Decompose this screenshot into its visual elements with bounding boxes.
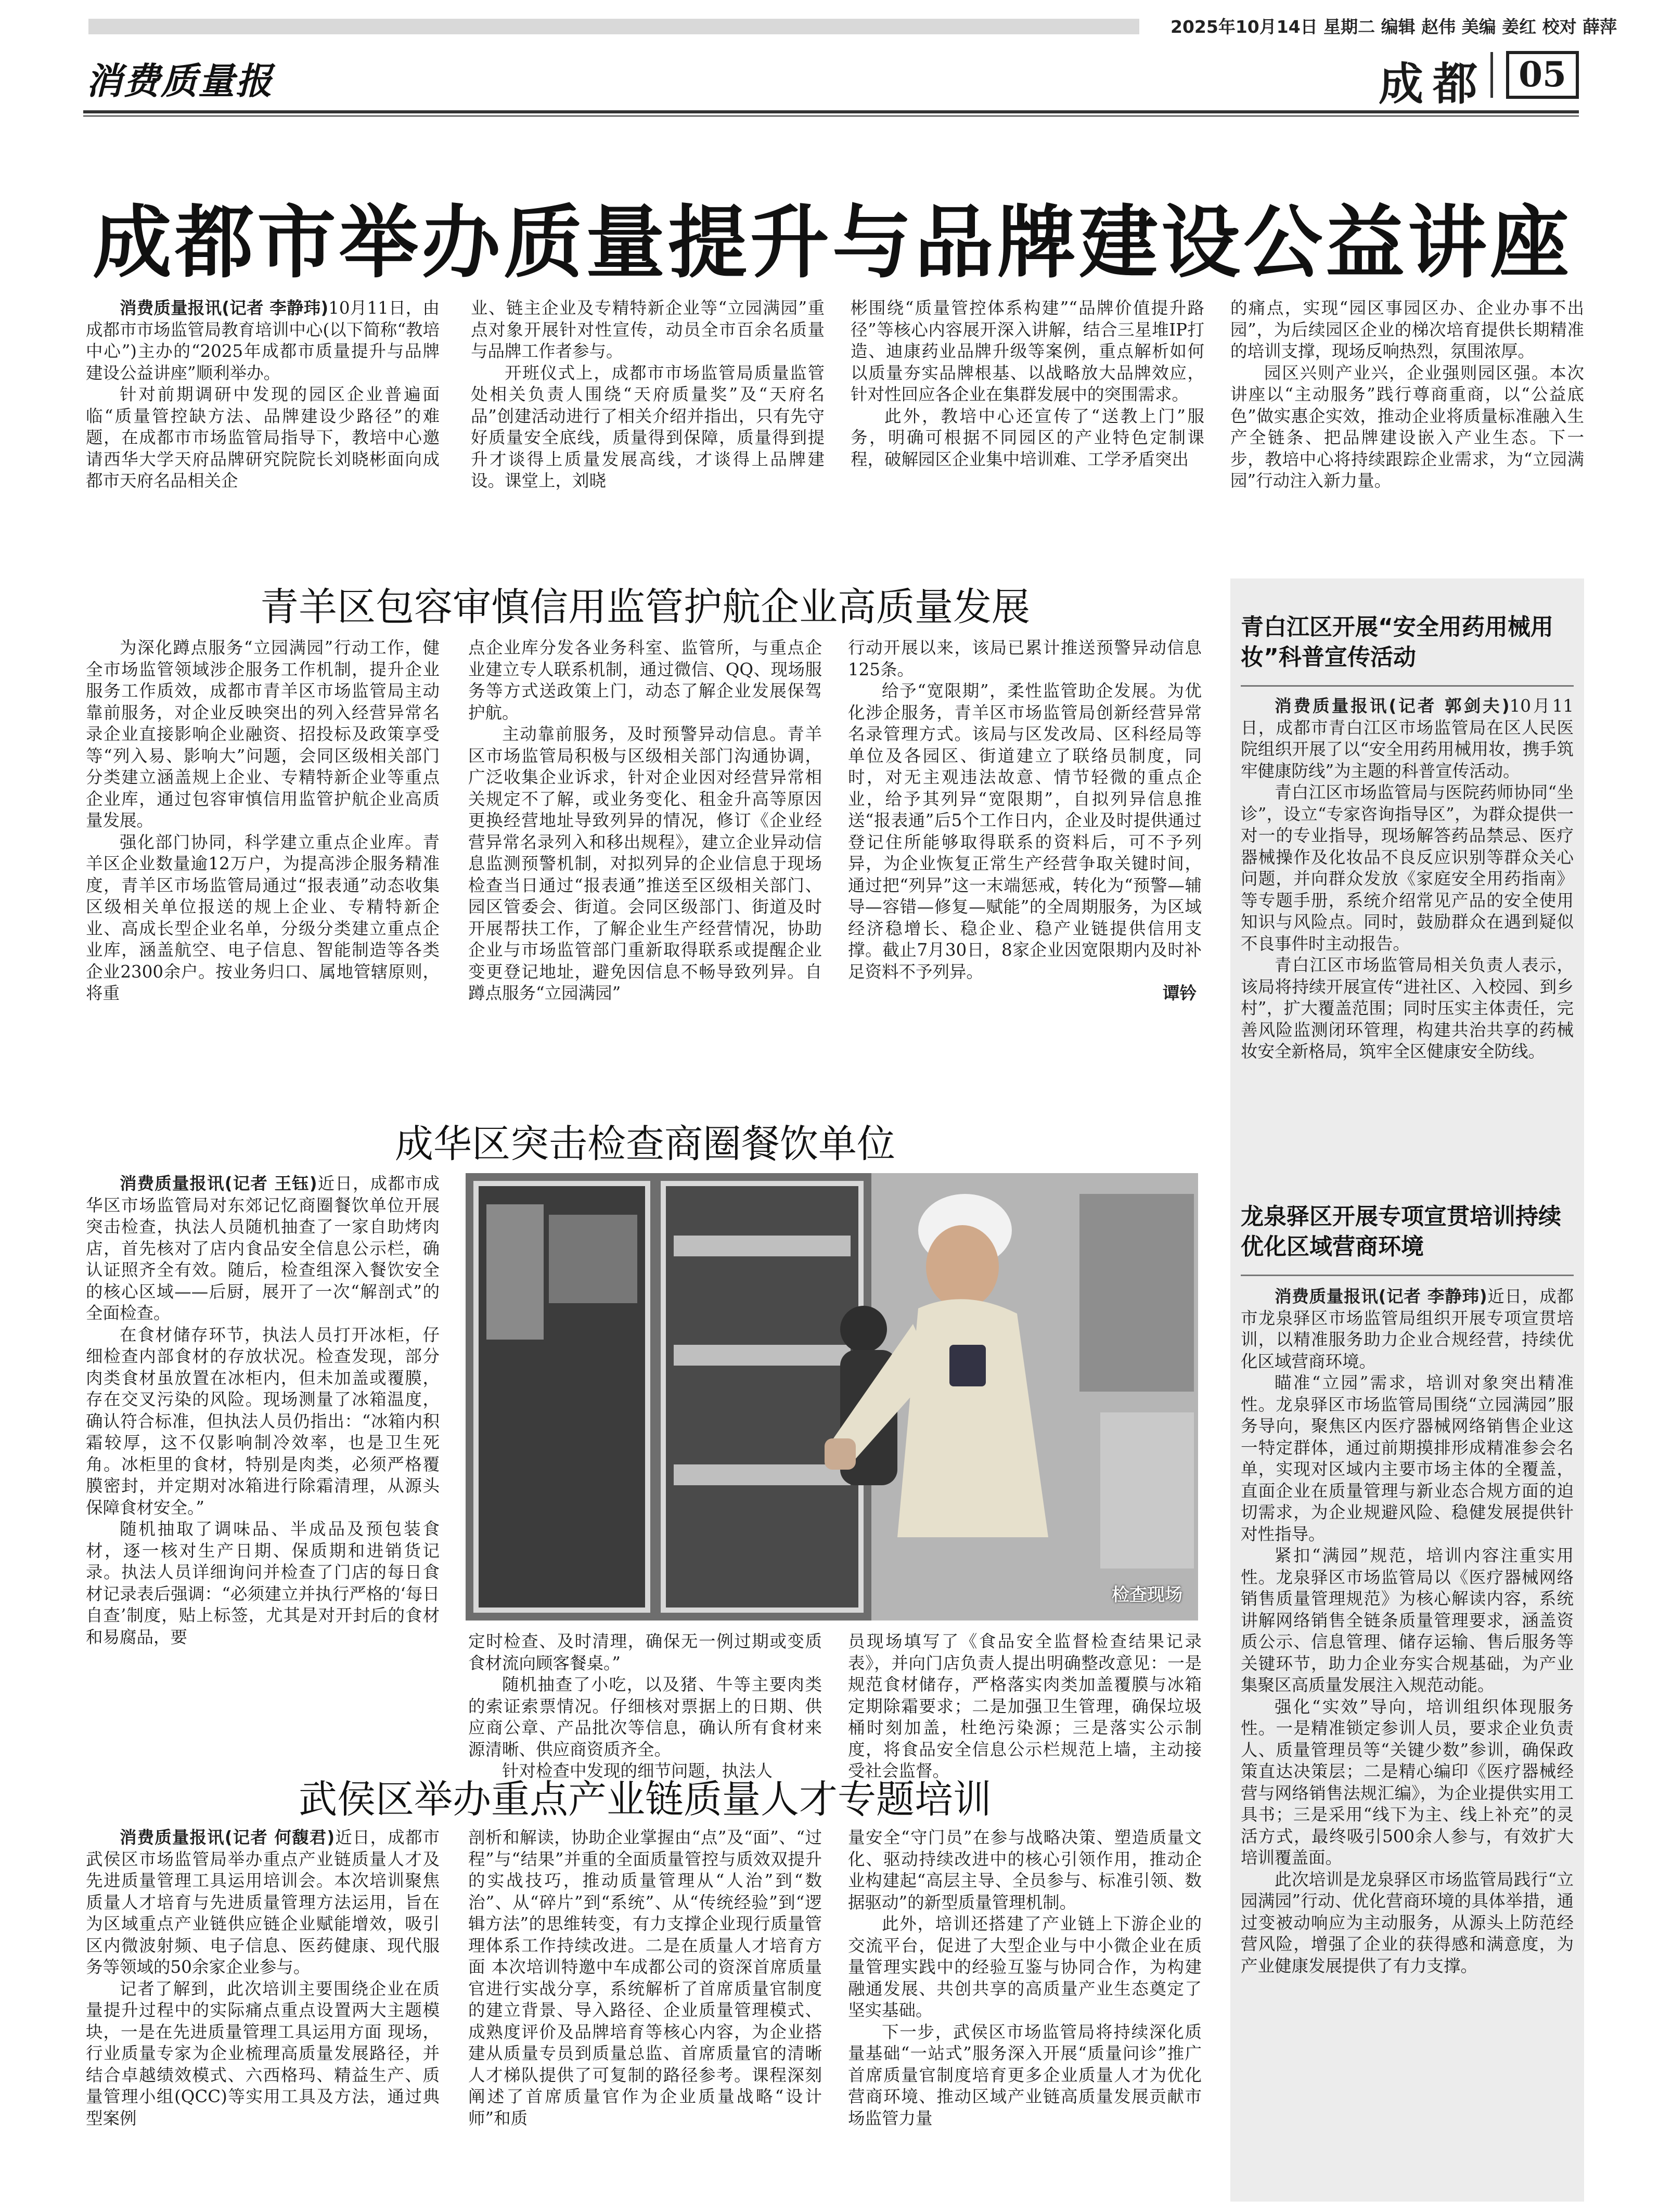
photo-caption: 检查现场	[1112, 1585, 1182, 1605]
masthead: 消费质量报	[86, 60, 273, 102]
paragraph: 业、链主企业及专精特新企业等“立园满园”重点对象开展针对性宣传，动员全市百余名质量与品牌工作者参与。	[471, 298, 825, 361]
sidebar-article1-lead: 消费质量报讯(记者 郭剑夫)	[1275, 696, 1510, 716]
article4-col1	[86, 1827, 440, 2129]
paragraph: 强化“实效”导向，培训组织体现服务性。一是精准锁定参训人员，要求企业负责人、质量管理员等“关键少数”参训，确保政策直达决策层；二是精心编印《医疗器械经营与网络销售法规汇编》，为企业提供实用工具书；三是采用“线下为主、线上补充”的灵活方式，最终吸引500余人参与，有效扩大培训覆盖面。	[1241, 1696, 1574, 1868]
paragraph: 量安全“守门员”在参与战略决策、塑造质量文化、驱动持续改进中的核心引领作用，推动企业构建起“高层主导、全员参与、标准引领、数据驱动”的新型质量管理机制。	[848, 1828, 1202, 1912]
inspection-photo	[466, 1173, 1198, 1621]
article1-col3	[851, 298, 1204, 470]
paragraph: 行动开展以来，该局已累计推送预警异动信息125条。	[848, 638, 1202, 679]
paragraph: 随机抽查了小吃，以及猪、牛等主要肉类的索证索票情况。仔细核对票据上的日期、供应商公章、产品批次等信息，确认所有食材来源清晰、供应商资质齐全。	[468, 1675, 822, 1759]
article1-col2	[471, 298, 825, 492]
article1-col4	[1230, 298, 1584, 492]
sidebar-article2-title: 龙泉驿区开展专项宣贯培训持续优化区域营商环境	[1241, 1203, 1561, 1260]
paragraph: 给予“宽限期”，柔性监管助企发展。为优化涉企服务，青羊区市场监管局创新经营异常名录管理方式。该局与区发改局、区科经局等单位及各园区、街道建立了联络员制度，同时，对无主观违法故意、情节轻微的重点企业，给予其列异“宽限期”，自拟列异信息推送“报表通”后5个工作日内，企业及时提供通过登记住所能够取得联系的资料后，可不予列异，为企业恢复正常生产经营争取关键时间，通过把“列异”这一末端惩戒，转化为“预警—辅导—容错—修复—赋能”的全周期服务，为区域经济稳增长、稳企业、稳产业链提供信用支撑。截止7月30日，8家企业因宽限期内及时补足资料不予列异。	[848, 681, 1202, 982]
paragraph: 近日，成都市武侯区市场监管局举办重点产业链质量人才及先进质量管理工具运用培训会。本次培训聚焦质量人才培育与先进质量管理方法运用，旨在为区域重点产业链供应链企业赋能增效，吸引区内微波射频、电子信息、医药健康、现代服务等领域的50余家企业参与。	[86, 1828, 440, 1977]
article3-lead: 消费质量报讯(记者 王钰)	[120, 1174, 317, 1193]
article4-lead: 消费质量报讯(记者 何馥君)	[120, 1828, 335, 1847]
article3-title: 成华区突击检查商圈餐饮单位	[395, 1122, 895, 1166]
paragraph: 主动靠前服务，及时预警异动信息。青羊区市场监管局积极与区级相关部门沟通协调，广泛收集企业诉求，针对企业因对经营异常相关规定不了解，或业务变化、租金升高等原因更换经营地址导致列异的情况，修订《企业经营异常名录列入和移出规程》，建立企业异动信息监测预警机制，对拟列异的企业信息于现场检查当日通过“报表通”推送至区级相关部门、园区管委会、街道。会同区级部门、街道及时开展帮扶工作，了解企业生产经营情况，协助企业与市场监管部门重新取得联系或提醒企业变更登记地址，避免因信息不畅导致列异。自蹲点服务“立园满园”	[468, 724, 822, 1003]
article3-col1	[86, 1173, 440, 1648]
article2-col3	[848, 637, 1202, 1005]
sidebar-article1-title: 青白江区开展“安全用药用械用妆”科普宣传活动	[1241, 614, 1553, 671]
article1-col1	[86, 298, 440, 492]
article2-title: 青羊区包容审慎信用监管护航企业高质量发展	[260, 585, 1030, 629]
paragraph: 紧扣“满园”规范，培训内容注重实用性。龙泉驿区市场监管局以《医疗器械网络销售质量管理规范》为核心解读内容，系统讲解网络销售全链条质量管理要求，涵盖资质公示、信息管理、储存运输、售后服务等关键环节，助力企业夯实合规基础，为产业集聚区高质量发展注入规范动能。	[1241, 1546, 1574, 1695]
paragraph: 强化部门协同，科学建立重点企业库。青羊区企业数量逾12万户，为提高涉企服务精准度，青羊区市场监管局通过“报表通”动态收集区级相关单位报送的规上企业、专精特新企业、高成长型企业名单，分级分类建立重点企业库，涵盖航空、电子信息、智能制造等各类企业2300余户。按业务归口、属地管辖原则，将重	[86, 832, 440, 1003]
sidebar-panel	[1230, 578, 1584, 2202]
article2-col1	[86, 637, 440, 1005]
header-rule-thin	[83, 115, 1579, 117]
page-number: 05	[1506, 51, 1579, 99]
paragraph: 10月11日，成都市青白江区市场监管局在区人民医院组织开展了以“安全用药用械用妆，携手筑牢健康防线”为主题的科普宣传活动。	[1241, 696, 1574, 781]
dateline: 2025年10月14日 星期二 编辑 赵伟 美编 姜红 校对 薛萍	[1171, 17, 1617, 37]
paragraph: 近日，成都市成华区市场监管局对东郊记忆商圈餐饮单位开展突击检查，执法人员随机抽查了一家自助烤肉店，首先核对了店内食品安全信息公示栏，确认证照齐全有效。随后，检查组深入餐饮安全的核心区域——后厨，展开了一次“解剖式”的全面检查。	[86, 1174, 440, 1323]
paragraph: 定时检查、及时清理，确保无一例过期或变质食材流向顾客餐桌。”	[468, 1631, 822, 1673]
paragraph: 青白江区市场监管局相关负责人表示，该局将持续开展宣传“进社区、入校园、到乡村”，扩大覆盖范围；同时压实主体责任，完善风险监测闭环管理，构建共治共享的药械妆安全新格局，筑牢全区健康安全防线。	[1241, 955, 1574, 1061]
article3-col3	[848, 1631, 1202, 1782]
sidebar-divider	[1241, 685, 1574, 687]
sidebar-divider	[1241, 1275, 1574, 1276]
paragraph: 10月11日，由成都市市场监管局教育培训中心(以下简称“教培中心”)主办的“2025年成都市质量提升与品牌建设公益讲座”顺利举办。	[86, 298, 440, 383]
paragraph: 下一步，武侯区市场监管局将持续深化质量基础“一站式”服务深入开展“质量问诊”推广首席质量官制度培育更多企业质量人才为优化营商环境、推动区域产业链高质量发展贡献市场监管力量	[848, 2022, 1202, 2128]
header-gray-bar	[88, 19, 1139, 34]
header-rule	[83, 110, 1579, 113]
paragraph: 针对前期调研中发现的园区企业普遍面临“质量管控缺方法、品牌建设少路径”的难题，在成都市市场监管局指导下，教培中心邀请西华大学天府品牌研究院院长刘晓彬面向成都市天府名品相关企	[86, 384, 440, 491]
paragraph: 此次培训是龙泉驿区市场监管局践行“立园满园”行动、优化营商环境的具体举措，通过变被动响应为主动服务，从源头上防范经营风险，增强了企业的获得感和满意度，为产业健康发展提供了有力支撑。	[1241, 1869, 1574, 1976]
paragraph: 瞄准“立园”需求，培训对象突出精准性。龙泉驿区市场监管局围绕“立园满园”服务导向，聚焦区内医疗器械网络销售企业这一特定群体，通过前期摸排形成精准参会名单，实现对区域内主要市场主体的全覆盖，直面企业在质量管理与新业态合规方面的迫切需求，为企业规避风险、稳健发展提供针对性指导。	[1241, 1373, 1574, 1544]
article4-col2	[468, 1827, 822, 2129]
paragraph: 剖析和解读，协助企业掌握由“点”及“面”、“过程”与“结果”并重的全面质量管控与质效双提升的实战技巧，推动质量管理从“人治”到“数治”、从“碎片”到“系统”、从“传统经验”到“逻辑方法”的思维转变，有力支撑企业现行质量管理体系工作持续改进。二是在质量人才培育方面 本次培训特邀中车成都公司的资深首席质量官进行实战分享，系统解析了首席质量官制度的建立背景、导入路径、企业质量管理模式、成熟度评价及品牌培育等核心内容，为企业搭建从质量专员到质量总监、首席质量官的清晰人才梯队提供了可复制的路径参考。课程深刻阐述了首席质量官作为企业质量战略“设计师”和质	[468, 1828, 822, 2128]
article2-col2	[468, 637, 822, 1005]
section-city: 成都	[1379, 58, 1487, 110]
paragraph: 为深化蹲点服务“立园满园”行动工作，健全市场监管领域涉企服务工作机制，提升企业服务工作质效，成都市青羊区市场监管局主动靠前服务，对企业反映突出的列入经营异常名录企业直接影响企业融资、招投标及政策享受等“列入易、影响大”问题，会同区级相关部门分类建立涵盖规上企业、专精特新企业等重点企业库，通过包容审慎信用监管护航企业高质量发展。	[86, 638, 440, 830]
paragraph: 的痛点，实现“园区事园区办、企业办事不出园”，为后续园区企业的梯次培育提供长期精准的培训支撑，现场反响热烈，氛围浓厚。	[1230, 298, 1584, 361]
paragraph: 针对检查中发现的细节问题，执法人	[502, 1761, 773, 1781]
article1-lead: 消费质量报讯(记者 李静玮)	[120, 298, 329, 318]
article3-col2	[468, 1631, 822, 1782]
sidebar-article1-body	[1241, 696, 1574, 1063]
article1-title: 成都市举办质量提升与品牌建设公益讲座	[93, 197, 1572, 289]
paragraph: 点企业库分发各业务科室、监管所，与重点企业建立专人联系机制，通过微信、QQ、现场服务等方式送政策上门，动态了解企业发展保驾护航。	[468, 638, 822, 723]
paragraph: 在食材储存环节，执法人员打开冰柜，仔细检查内部食材的存放状况。检查发现，部分肉类食材虽放置在冰柜内，但未加盖或覆膜，存在交叉污染的风险。现场测量了冰箱温度，确认符合标准，但执法人员仍指出：“冰箱内积霜较厚，这不仅影响制冷效率，也是卫生死角。冰柜里的食材，特别是肉类，必须严格覆膜密封，并定期对冰箱进行除霜清理，从源头保障食材安全。”	[86, 1324, 440, 1517]
header-divider	[1490, 52, 1493, 98]
paragraph: 近日，成都市龙泉驿区市场监管局组织开展专项宣贯培训，以精准服务助力企业合规经营，持续优化区域营商环境。	[1241, 1287, 1574, 1371]
paragraph: 员现场填写了《食品安全监督检查结果记录表》，并向门店负责人提出明确整改意见：一是规范食材储存，严格落实肉类加盖覆膜与冰箱定期除霜要求；二是加强卫生管理，确保垃圾桶时刻加盖，杜绝污染源；三是落实公示制度，将食品安全信息公示栏规范上墙，主动接受社会监督。	[848, 1631, 1202, 1781]
article2-signature: 谭钤	[1162, 983, 1197, 1003]
paragraph: 此外，教培中心还宣传了“送教上门”服务，明确可根据不同园区的产业特色定制课程，破解园区企业集中培训难、工学矛盾突出	[851, 406, 1204, 469]
paragraph: 彬围绕“质量管控体系构建”“品牌价值提升路径”等核心内容展开深入讲解，结合三星堆IP打造、迪康药业品牌升级等案例，重点解析如何以质量夯实品牌根基、以战略放大品牌效应，针对性回应各企业在集群发展中的突围需求。	[851, 298, 1204, 404]
inspection-photo-illustration	[466, 1173, 1198, 1621]
paragraph: 记者了解到，此次培训主要围绕企业在质量提升过程中的实际痛点重点设置两大主题模块，一是在先进质量管理工具运用方面 现场，行业质量专家为企业梳理高质量发展路径，并结合卓越绩效模式、六西格玛、精益生产、质量管理小组(QCC)等实用工具及方法，通过典型案例	[86, 1978, 440, 2128]
article4-col3	[848, 1827, 1202, 2129]
article4-title: 武侯区举办重点产业链质量人才专题培训	[299, 1777, 992, 1822]
paragraph: 开班仪式上，成都市市场监管局质量监管处相关负责人围绕“天府质量奖”及“天府名品”创建活动进行了相关介绍并指出，只有先守好质量安全底线，质量得到保障，质量得到提升才谈得上质量发展高线，才谈得上品牌建设。课堂上，刘晓	[471, 363, 825, 491]
sidebar-article2-body	[1241, 1286, 1574, 1977]
paragraph: 随机抽取了调味品、半成品及预包装食材，逐一核对生产日期、保质期和进销货记录。执法人员详细询问并检查了门店的每日食材记录表后强调：“必须建立并执行严格的‘每日自查’制度，贴上标签，尤其是对开封后的食材和易腐品，要	[86, 1519, 440, 1647]
paragraph: 园区兴则产业兴，企业强则园区强。本次讲座以“主动服务”践行尊商重商，以“公益底色”做实惠企实效，推动企业将质量标准融入生产全链条、把品牌建设嵌入产业生态。下一步，教培中心将持续跟踪企业需求，为“立园满园”行动注入新力量。	[1230, 363, 1584, 491]
sidebar-article2-lead: 消费质量报讯(记者 李静玮)	[1275, 1287, 1487, 1306]
paragraph: 青白江区市场监管局与医院药师协同“坐诊”，设立“专家咨询指导区”，为群众提供一对一的专业指导，现场解答药品禁忌、医疗器械操作及化妆品不良反应识别等群众关心问题，并向群众发放《家庭安全用药指南》等专题手册，系统介绍常见产品的安全使用知识与风险点。同时，鼓励群众在遇到疑似不良事件时主动报告。	[1241, 782, 1574, 954]
paragraph: 此外，培训还搭建了产业链上下游企业的交流平台，促进了大型企业与中小微企业在质量管理实践中的经验互鉴与协同合作，为构建融通发展、共创共享的高质量产业生态奠定了坚实基础。	[848, 1914, 1202, 2020]
